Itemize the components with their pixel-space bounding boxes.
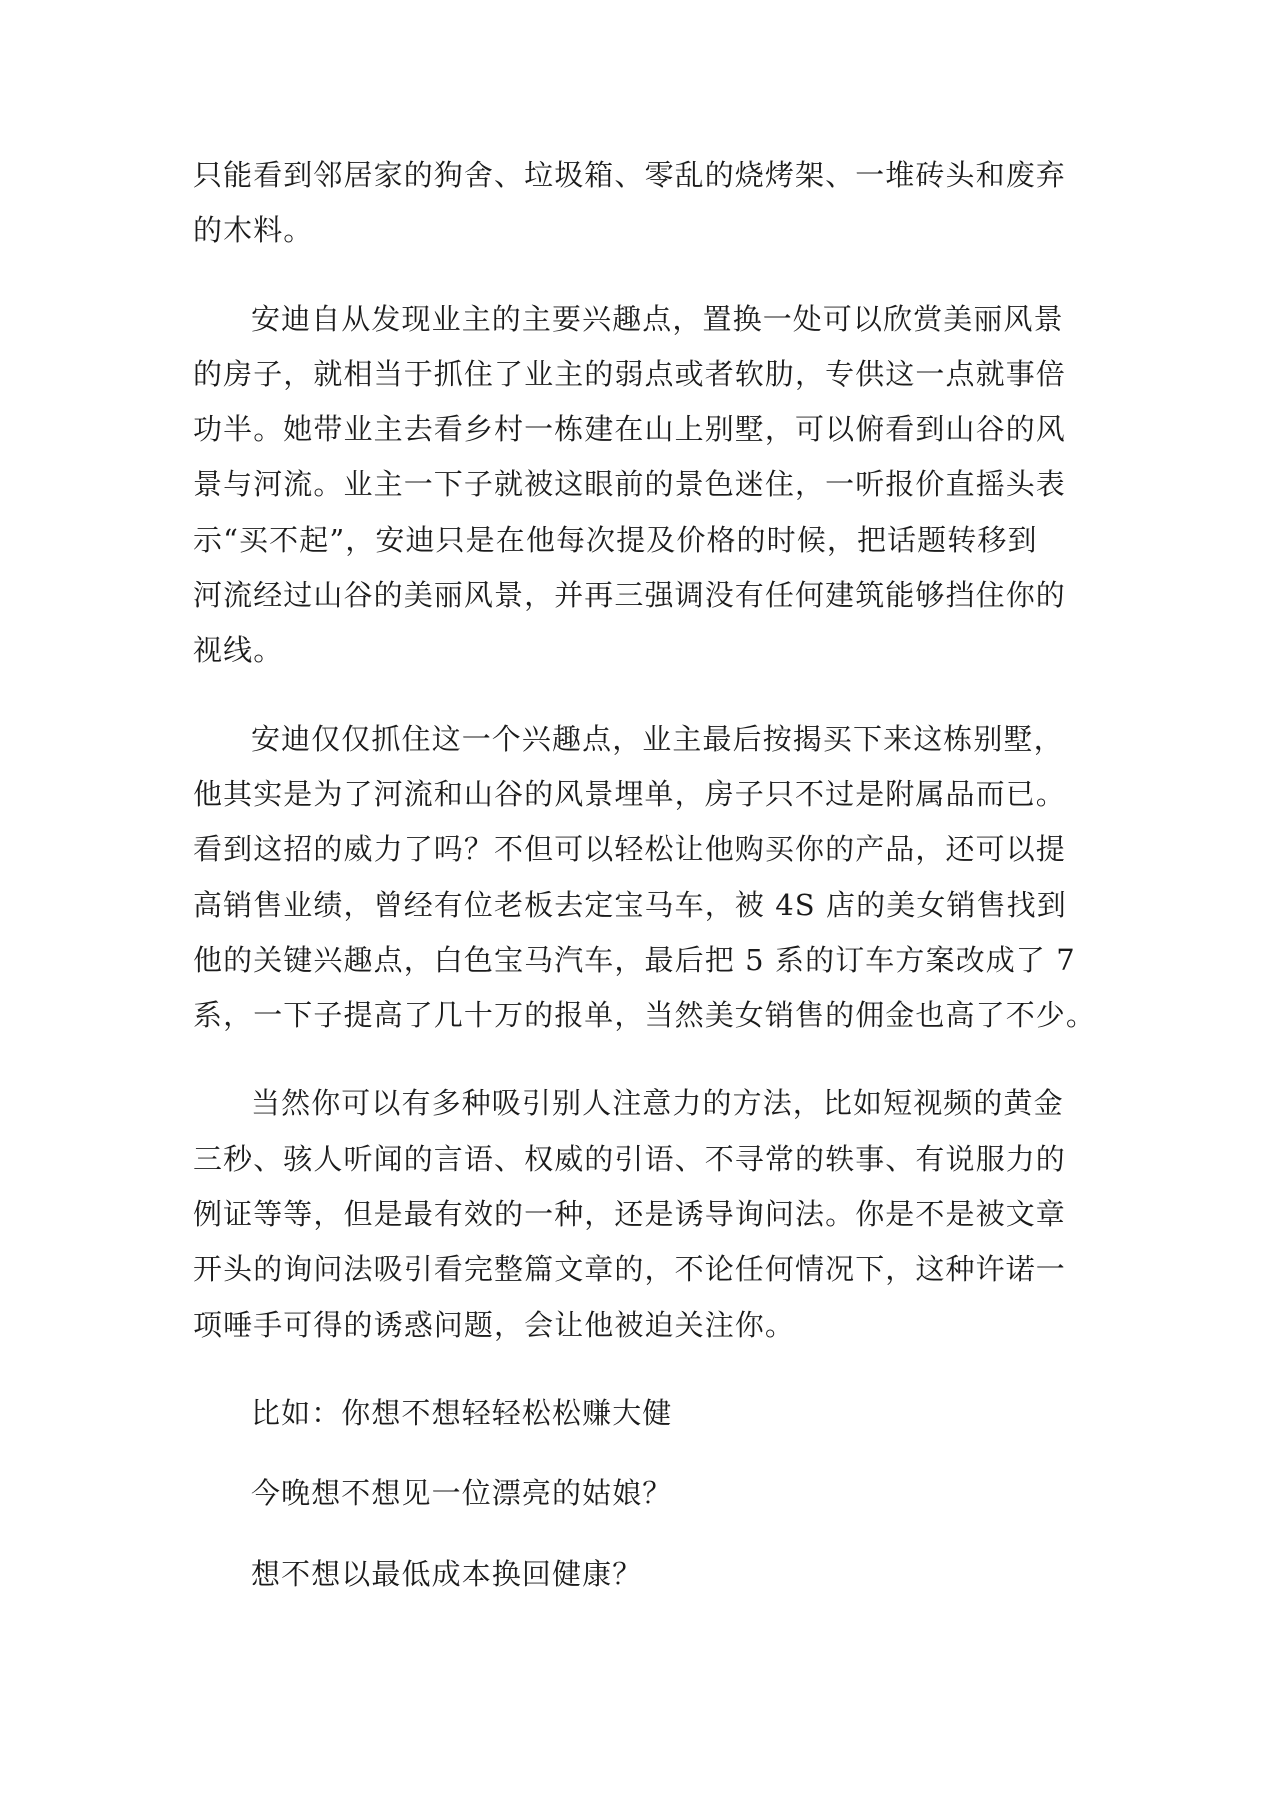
paragraph-2 — [193, 292, 1083, 679]
text-line: 例证等等，但是最有效的一种，还是诱导询问法。你是不是被文章 — [193, 1197, 1066, 1232]
question-text: 今晚想不想见一位漂亮的姑娘？ — [251, 1476, 673, 1511]
article-body — [193, 148, 1097, 1627]
text-line: 示“买不起”，安迪只是在他每次提及价格的时候，把话题转移到 — [193, 522, 1038, 557]
text-line: 景与河流。业主一下子就被这眼前的景色迷住，一听报价直摇头表 — [193, 467, 1066, 502]
question-text: 想不想以最低成本换回健康？ — [251, 1556, 643, 1591]
question-2 — [193, 1466, 1083, 1521]
text-line: 开头的询问法吸引看完整篇文章的，不论任何情况下，这种许诺一 — [193, 1252, 1066, 1287]
faded-text-mask — [672, 1396, 732, 1430]
text-line: 项唾手可得的诱惑问题，会让他被迫关注你。 — [193, 1307, 796, 1342]
question-3 — [193, 1547, 1083, 1602]
text-line: 他其实是为了河流和山谷的风景埋单，房子只不过是附属品而已。 — [193, 776, 1066, 811]
text-line: 安迪自从发现业主的主要兴趣点，置换一处可以欣赏美丽风景 — [251, 301, 1064, 336]
text-line: 河流经过山谷的美丽风景，并再三强调没有任何建筑能够挡住你的 — [193, 578, 1066, 613]
text-line: 安迪仅仅抓住这一个兴趣点，业主最后按揭买下来这栋别墅， — [251, 721, 1064, 756]
text-line: 视线。 — [193, 633, 284, 668]
question-1 — [193, 1386, 1083, 1441]
text-line: 三秒、骇人听闻的言语、权威的引语、不寻常的轶事、有说服力的 — [193, 1141, 1066, 1176]
text-line: 只能看到邻居家的狗舍、垃圾箱、零乱的烧烤架、一堆砖头和废弃 — [193, 158, 1066, 192]
paragraph-4 — [193, 1076, 1083, 1352]
text-line: 的木料。 — [193, 213, 314, 248]
paragraph-1 — [193, 148, 1083, 259]
question-text: 比如：你想不想轻轻松松赚大健 — [251, 1395, 673, 1430]
text-line: 功半。她带业主去看乡村一栋建在山上别墅，可以俯看到山谷的风 — [193, 412, 1066, 447]
text-line: 他的关键兴趣点，白色宝马汽车，最后把 5 系的订车方案改成了 7 — [193, 942, 1076, 977]
text-line: 系，一下子提高了几十万的报单，当然美女销售的佣金也高了不少。 — [193, 998, 1097, 1033]
text-line: 高销售业绩，曾经有位老板去定宝马车，被 4S 店的美女销售找到 — [193, 887, 1067, 922]
paragraph-3 — [193, 712, 1097, 1044]
text-line: 看到这招的威力了吗？不但可以轻松让他购买你的产品，还可以提 — [193, 832, 1066, 867]
text-line: 当然你可以有多种吸引别人注意力的方法，比如短视频的黄金 — [251, 1086, 1064, 1121]
text-line: 的房子，就相当于抓住了业主的弱点或者软肋，专供这一点就事倍 — [193, 356, 1066, 391]
